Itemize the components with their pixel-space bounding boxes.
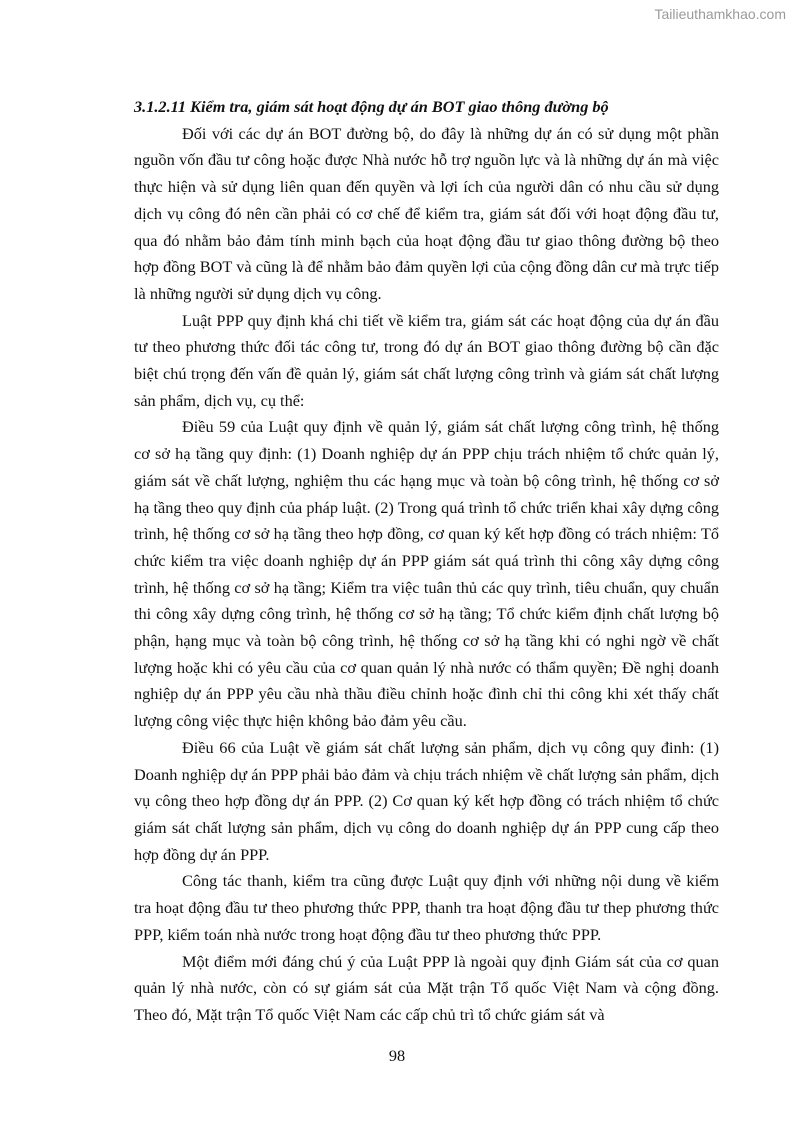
watermark: Tailieuthamkhao.com [654,6,786,22]
paragraph-4: Điều 66 của Luật về giám sát chất lượng sản phẩm, dịch vụ công quy đinh: (1) Doanh nghiệp dự án PPP phải bảo đảm và chịu trách nhiệm về chất lượng sản phẩm, dịch vụ công theo hợp đồng dự án PPP. (2) Cơ quan ký kết hợp đồng có trách nhiệm tổ chức giám sát chất lượng sản phẩm, dịch vụ công do doanh nghiệp dự án PPP cung cấp theo hợp đồng dự án PPP. [134,737,719,864]
document-body [134,94,719,1029]
paragraph-2: Luật PPP quy định khá chi tiết về kiểm tra, giám sát các hoạt động của dự án đầu tư theo phương thức đối tác công tư, trong đó dự án BOT giao thông đường bộ cần đặc biệt chú trọng đến vấn đề quản lý, giám sát chất lượng công trình và giám sát chất lượng sản phẩm, dịch vụ, cụ thể: [134,310,719,410]
paragraph-5: Công tác thanh, kiểm tra cũng được Luật quy định với những nội dung về kiểm tra hoạt động đầu tư theo phương thức PPP, thanh tra hoạt động đầu tư thep phương thức PPP, kiểm toán nhà nước trong hoạt động đầu tư theo phương thức PPP. [134,871,719,944]
paragraph-3: Điều 59 của Luật quy định về quản lý, giám sát chất lượng công trình, hệ thống cơ sở hạ tầng quy định: (1) Doanh nghiệp dự án PPP chịu trách nhiệm tổ chức quản lý, giám sát về chất lượng, nghiệm thu các hạng mục và toàn bộ công trình, hệ thống cơ sở hạ tầng theo quy định của pháp luật. (2) Trong quá trình tổ chức triển khai xây dựng công trình, hệ thống cơ sở hạ tầng theo hợp đồng, cơ quan ký kết hợp đồng có trách nhiệm: Tổ chức kiểm tra việc doanh nghiệp dự án PPP giám sát quá trình thi công xây dựng công trình, hệ thống cơ sở hạ tầng; Kiểm tra việc tuân thủ các quy trình, tiêu chuẩn, quy chuẩn thi công xây dựng công trình, hệ thống cơ sở hạ tầng; Tổ chức kiểm định chất lượng bộ phận, hạng mục và toàn bộ công trình, hệ thống cơ sở hạ tầng khi có nghi ngờ về chất lượng hoặc khi có yêu cầu của cơ quan quản lý nhà nước có thẩm quyền; Đề nghị doanh nghiệp dự án PPP yêu cầu nhà thầu điều chỉnh hoặc đình chỉ thi công khi xét thấy chất lượng công việc thực hiện không bảo đảm yêu cầu. [134,417,719,731]
page-number: 98 [388,1046,406,1065]
section-heading: 3.1.2.11 Kiểm tra, giám sát hoạt động dự án BOT giao thông đường bộ [134,97,609,116]
paragraph-6: Một điểm mới đáng chú ý của Luật PPP là ngoài quy định Giám sát của cơ quan quản lý nhà nước, còn có sự giám sát của Mặt trận Tổ quốc Việt Nam và cộng đồng. Theo đó, Mặt trận Tổ quốc Việt Nam các cấp chủ trì tổ chức giám sát và [134,951,719,1024]
paragraph-1: Đối với các dự án BOT đường bộ, do đây là những dự án có sử dụng một phần nguồn vốn đầu tư công hoặc được Nhà nước hỗ trợ nguồn lực và là những dự án mà việc thực hiện và sử dụng liên quan đến quyền và lợi ích của người dân có nhu cầu sử dụng dịch vụ công đó nên cần phải có cơ chế để kiểm tra, giám sát đối với hoạt động đầu tư, qua đó nhằm bảo đảm tính minh bạch của hoạt động đầu tư giao thông đường bộ theo hợp đồng BOT và cũng là để nhằm bảo đảm quyền lợi của cộng đồng dân cư mà trực tiếp là những người sử dụng dịch vụ công. [134,123,719,303]
